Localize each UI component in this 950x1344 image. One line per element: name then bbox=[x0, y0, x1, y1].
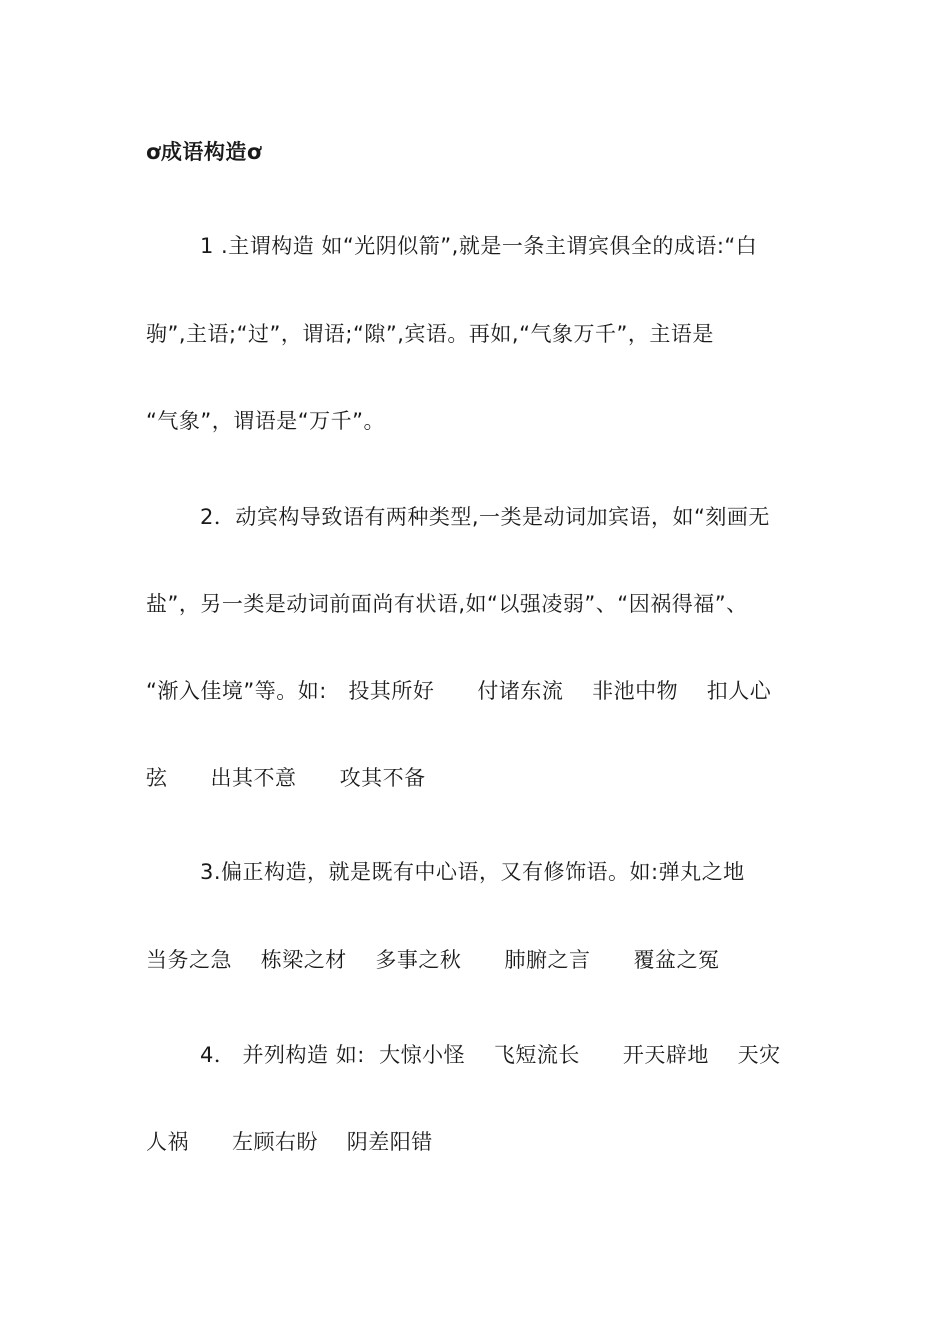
paragraph-line: “气象”，谓语是“万千”。 bbox=[146, 409, 386, 433]
paragraph-line: 3.偏正构造，就是既有中心语，又有修饰语。如:弹丸之地 bbox=[200, 860, 745, 884]
paragraph-line: 人祸 左顾右盼 阴差阳错 bbox=[146, 1130, 433, 1154]
paragraph-line: 2．动宾构导致语有两种类型,一类是动词加宾语，如“刻画无 bbox=[200, 505, 770, 529]
paragraph-line: 1 .主谓构造 如“光阴似箭”,就是一条主谓宾俱全的成语:“白 bbox=[200, 234, 758, 258]
paragraph-line: 盐”，另一类是动词前面尚有状语,如“以强凌弱”、“因祸得福”、 bbox=[146, 592, 748, 616]
paragraph-line: “渐入佳境”等。如: 投其所好 付诸东流 非池中物 扣人心 bbox=[146, 679, 772, 703]
paragraph-line: 4． 并列构造 如: 大惊小怪 飞短流长 开天辟地 天灾 bbox=[200, 1043, 781, 1067]
paragraph-line: 当务之急 栋梁之材 多事之秋 肺腑之言 覆盆之冤 bbox=[146, 948, 720, 972]
paragraph-line: 驹”,主语;“过”，谓语;“隙”,宾语。再如,“气象万千”，主语是 bbox=[146, 322, 714, 346]
document-title: ơ成语构造ơ bbox=[146, 140, 262, 164]
paragraph-line: 弦 出其不意 攻其不备 bbox=[146, 766, 426, 790]
